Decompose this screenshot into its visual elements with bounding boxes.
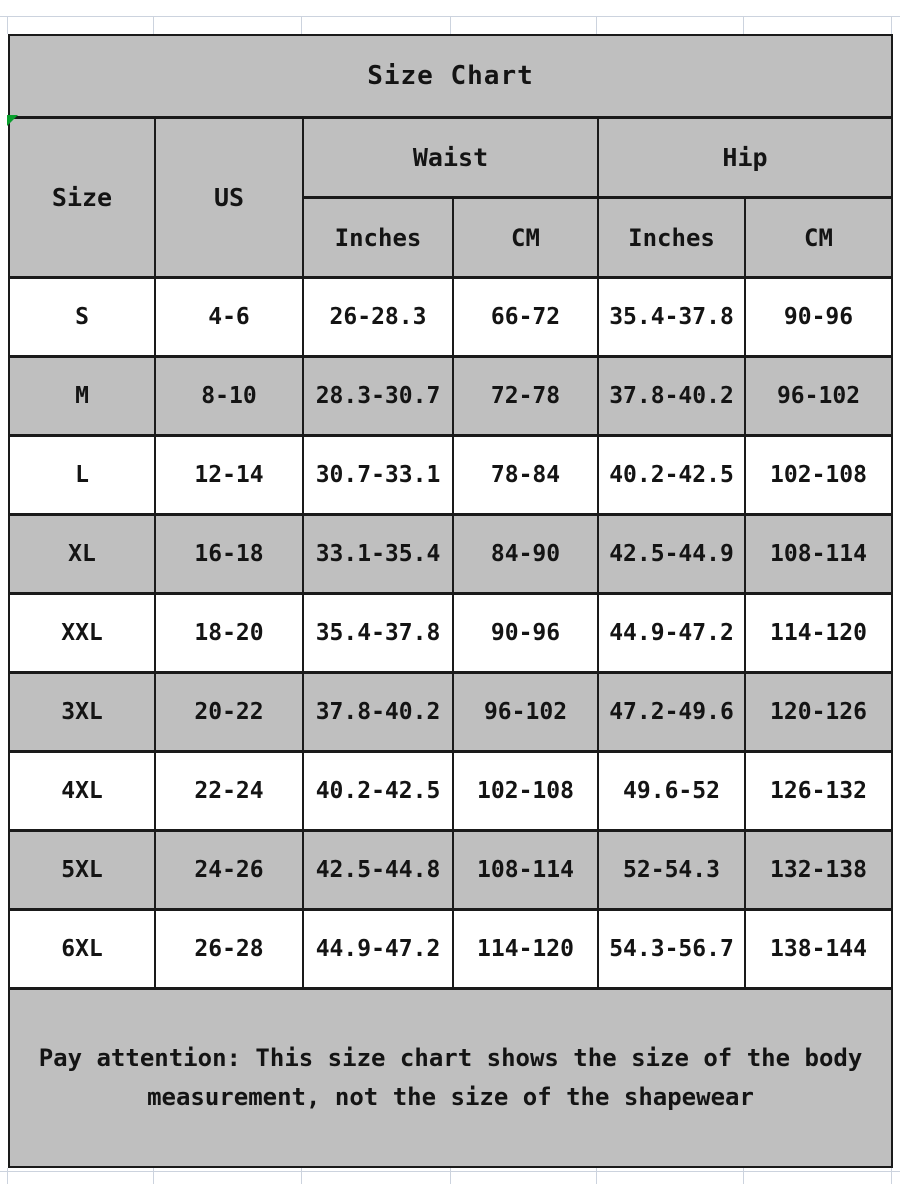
table-cell-waist-cm: 102-108 bbox=[454, 753, 597, 829]
table-cell-hip-in: 49.6-52 bbox=[599, 753, 744, 829]
table-cell-waist-cm: 84-90 bbox=[454, 516, 597, 592]
table-cell-hip-in: 35.4-37.8 bbox=[599, 279, 744, 355]
column-header-waist-inches: Inches bbox=[304, 199, 452, 276]
table-cell-hip-in: 42.5-44.9 bbox=[599, 516, 744, 592]
sheet-gridline-tick bbox=[450, 16, 451, 34]
table-cell-hip-cm: 138-144 bbox=[746, 911, 891, 987]
sheet-gridline-tick bbox=[596, 16, 597, 34]
table-cell-hip-in: 47.2-49.6 bbox=[599, 674, 744, 750]
table-cell-waist-cm: 108-114 bbox=[454, 832, 597, 908]
table-cell-size: M bbox=[10, 358, 154, 434]
table-cell-waist-cm: 78-84 bbox=[454, 437, 597, 513]
table-cell-size: 4XL bbox=[10, 753, 154, 829]
table-cell-waist-cm: 114-120 bbox=[454, 911, 597, 987]
table-cell-waist-cm: 66-72 bbox=[454, 279, 597, 355]
table-cell-size: XXL bbox=[10, 595, 154, 671]
column-header-hip-cm: CM bbox=[746, 199, 891, 276]
table-cell-us: 18-20 bbox=[156, 595, 302, 671]
table-cell-hip-cm: 132-138 bbox=[746, 832, 891, 908]
table-cell-waist-in: 28.3-30.7 bbox=[304, 358, 452, 434]
sheet-gridline-tick bbox=[7, 1168, 8, 1184]
table-cell-us: 26-28 bbox=[156, 911, 302, 987]
sheet-gridline-tick bbox=[153, 1168, 154, 1184]
table-cell-waist-cm: 90-96 bbox=[454, 595, 597, 671]
page-title: Size Chart bbox=[10, 36, 891, 116]
table-cell-hip-in: 44.9-47.2 bbox=[599, 595, 744, 671]
table-cell-waist-in: 37.8-40.2 bbox=[304, 674, 452, 750]
table-cell-us: 22-24 bbox=[156, 753, 302, 829]
sheet-gridline-tick bbox=[450, 1168, 451, 1184]
attention-note bbox=[10, 990, 891, 1166]
size-chart-table bbox=[8, 34, 893, 1168]
column-header-hip: Hip bbox=[599, 119, 891, 196]
table-cell-size: 6XL bbox=[10, 911, 154, 987]
table-cell-us: 20-22 bbox=[156, 674, 302, 750]
column-header-waist-cm: CM bbox=[454, 199, 597, 276]
table-cell-size: 5XL bbox=[10, 832, 154, 908]
table-cell-hip-cm: 126-132 bbox=[746, 753, 891, 829]
table-cell-hip-cm: 108-114 bbox=[746, 516, 891, 592]
table-cell-hip-in: 40.2-42.5 bbox=[599, 437, 744, 513]
table-cell-hip-cm: 96-102 bbox=[746, 358, 891, 434]
sheet-gridline-tick bbox=[891, 16, 892, 34]
table-cell-hip-in: 54.3-56.7 bbox=[599, 911, 744, 987]
table-cell-waist-in: 35.4-37.8 bbox=[304, 595, 452, 671]
column-header-size: Size bbox=[10, 119, 154, 276]
sheet-gridline-tick bbox=[301, 1168, 302, 1184]
column-header-waist: Waist bbox=[304, 119, 597, 196]
table-cell-hip-in: 37.8-40.2 bbox=[599, 358, 744, 434]
table-cell-us: 4-6 bbox=[156, 279, 302, 355]
table-cell-waist-cm: 72-78 bbox=[454, 358, 597, 434]
table-cell-hip-cm: 102-108 bbox=[746, 437, 891, 513]
table-cell-us: 16-18 bbox=[156, 516, 302, 592]
table-cell-us: 12-14 bbox=[156, 437, 302, 513]
table-cell-hip-cm: 120-126 bbox=[746, 674, 891, 750]
table-cell-hip-in: 52-54.3 bbox=[599, 832, 744, 908]
excel-error-marker-triangle bbox=[7, 115, 18, 126]
table-cell-waist-in: 40.2-42.5 bbox=[304, 753, 452, 829]
table-cell-size: 3XL bbox=[10, 674, 154, 750]
sheet-gridline-tick bbox=[301, 16, 302, 34]
attention-note-line1: Pay attention: This size chart shows the size of the body bbox=[38, 1044, 863, 1072]
attention-note-line2: measurement, not the size of the shapewear bbox=[147, 1083, 754, 1111]
table-cell-hip-cm: 114-120 bbox=[746, 595, 891, 671]
sheet-gridline-tick bbox=[891, 1168, 892, 1184]
table-cell-waist-cm: 96-102 bbox=[454, 674, 597, 750]
table-cell-size: L bbox=[10, 437, 154, 513]
table-cell-waist-in: 44.9-47.2 bbox=[304, 911, 452, 987]
sheet-gridline-tick bbox=[596, 1168, 597, 1184]
table-cell-us: 8-10 bbox=[156, 358, 302, 434]
column-header-hip-inches: Inches bbox=[599, 199, 744, 276]
table-cell-size: XL bbox=[10, 516, 154, 592]
table-cell-waist-in: 33.1-35.4 bbox=[304, 516, 452, 592]
sheet-gridline-tick bbox=[743, 16, 744, 34]
sheet-gridline-tick bbox=[743, 1168, 744, 1184]
table-cell-us: 24-26 bbox=[156, 832, 302, 908]
table-cell-hip-cm: 90-96 bbox=[746, 279, 891, 355]
table-cell-waist-in: 42.5-44.8 bbox=[304, 832, 452, 908]
sheet-gridline-tick bbox=[153, 16, 154, 34]
sheet-gridline-tick bbox=[7, 16, 8, 34]
table-cell-waist-in: 26-28.3 bbox=[304, 279, 452, 355]
table-cell-size: S bbox=[10, 279, 154, 355]
column-header-us: US bbox=[156, 119, 302, 276]
table-cell-waist-in: 30.7-33.1 bbox=[304, 437, 452, 513]
